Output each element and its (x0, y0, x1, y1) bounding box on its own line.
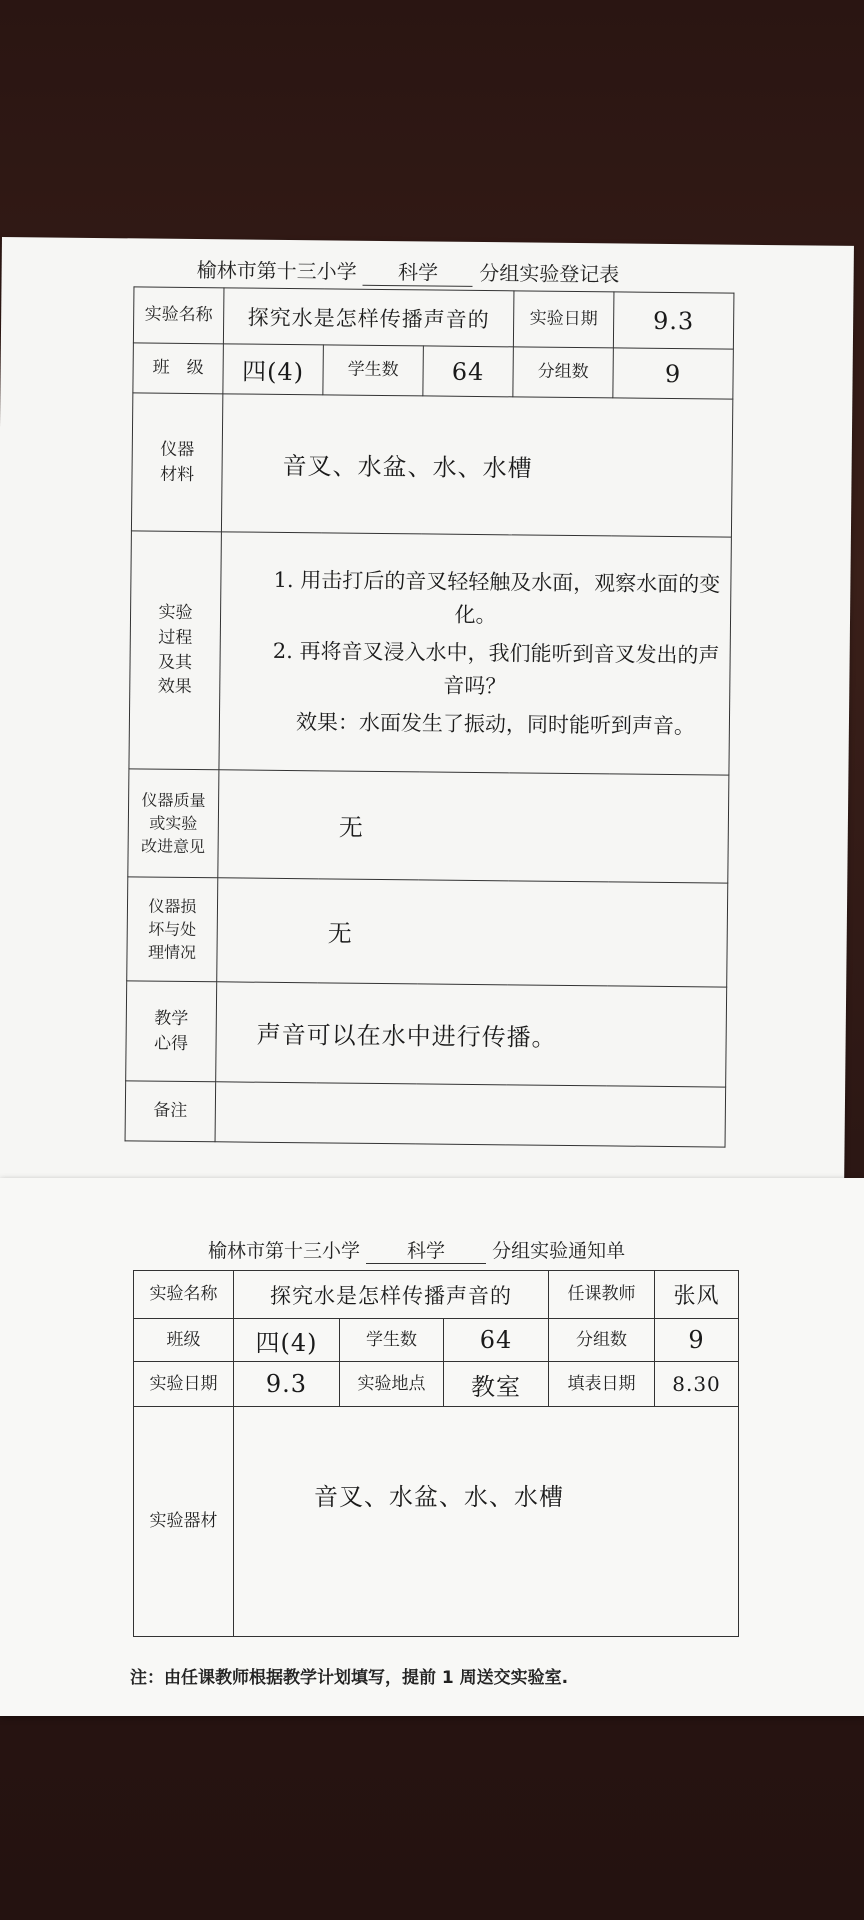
notice-title (208, 1236, 625, 1264)
notice-students-label: 学生数 (340, 1319, 444, 1362)
register-title (197, 254, 620, 288)
register-title-school: 榆林市第十三小学 (196, 258, 357, 284)
notice-date-label: 实验日期 (134, 1362, 234, 1407)
register-students-value: 64 (423, 346, 514, 397)
notice-location-value: 教室 (444, 1362, 549, 1407)
notice-title-subject: 科学 (366, 1236, 486, 1264)
register-title-subject: 科学 (363, 256, 473, 287)
register-process-label: 实验 过程 及其 效果 (129, 531, 221, 770)
notice-equipment-value: 音叉、水盆、水、水槽 (234, 1407, 739, 1637)
notice-name-value: 探究水是怎样传播声音的 (234, 1271, 549, 1319)
register-students-label: 学生数 (323, 345, 424, 396)
notice-footnote: 注：由任课教师根据教学计划填写，提前 1 周送交实验室. (130, 1668, 569, 1688)
register-equipment-label: 仪器 材料 (131, 393, 222, 532)
register-class-value: 四(4) (223, 344, 324, 395)
notice-fill-date-label: 填表日期 (549, 1362, 655, 1407)
register-class-label: 班 级 (133, 343, 224, 394)
register-quality-value: 无 (218, 770, 729, 883)
register-damage-value: 无 (217, 878, 728, 987)
notice-equipment-label: 实验器材 (134, 1407, 234, 1637)
notice-teacher-value: 张风 (655, 1271, 739, 1319)
notice-class-value: 四(4) (234, 1319, 340, 1362)
register-quality-label: 仪器质量 或实验 改进意见 (128, 769, 219, 878)
register-title-form: 分组实验登记表 (479, 261, 620, 287)
register-groups-label: 分组数 (513, 347, 614, 398)
notice-fill-date-value: 8.30 (655, 1362, 739, 1407)
register-equipment-value: 音叉、水盆、水、水槽 (221, 394, 732, 537)
register-date-value: 9.3 (613, 292, 734, 349)
register-table (125, 286, 735, 1147)
experiment-register-sheet (0, 237, 854, 1196)
notice-students-value: 64 (444, 1319, 549, 1362)
register-damage-label: 仪器损 坏与处 理情况 (127, 877, 218, 982)
notice-groups-label: 分组数 (549, 1319, 655, 1362)
process-step-1: 1. 用击打后的音叉轻轻触及水面，观察水面的变化。 (273, 567, 721, 627)
register-remarks-value (215, 1082, 726, 1147)
register-teaching-label: 教学 心得 (126, 981, 217, 1082)
notice-location-label: 实验地点 (340, 1362, 444, 1407)
notice-teacher-label: 任课教师 (549, 1271, 655, 1319)
register-remarks-label: 备注 (125, 1081, 216, 1142)
register-date-label: 实验日期 (513, 291, 614, 348)
register-name-value: 探究水是怎样传播声音的 (223, 288, 514, 347)
notice-name-label: 实验名称 (134, 1271, 234, 1319)
notice-table (133, 1270, 739, 1637)
register-teaching-value: 声音可以在水中进行传播。 (216, 982, 727, 1087)
notice-class-label: 班级 (134, 1319, 234, 1362)
register-name-label: 实验名称 (133, 287, 224, 344)
notice-title-school: 榆林市第十三小学 (208, 1240, 361, 1262)
register-groups-value: 9 (613, 348, 734, 399)
process-result: 效果：水面发生了振动，同时能听到声音。 (295, 710, 696, 739)
notice-date-value: 9.3 (234, 1362, 340, 1407)
experiment-notice-sheet (0, 1178, 864, 1716)
notice-groups-value: 9 (655, 1319, 739, 1362)
process-step-2: 2. 再将音叉浸入水中，我们能听到音叉发出的声音吗？ (272, 639, 720, 699)
notice-title-form: 分组实验通知单 (492, 1240, 626, 1262)
register-process-value (219, 532, 731, 775)
